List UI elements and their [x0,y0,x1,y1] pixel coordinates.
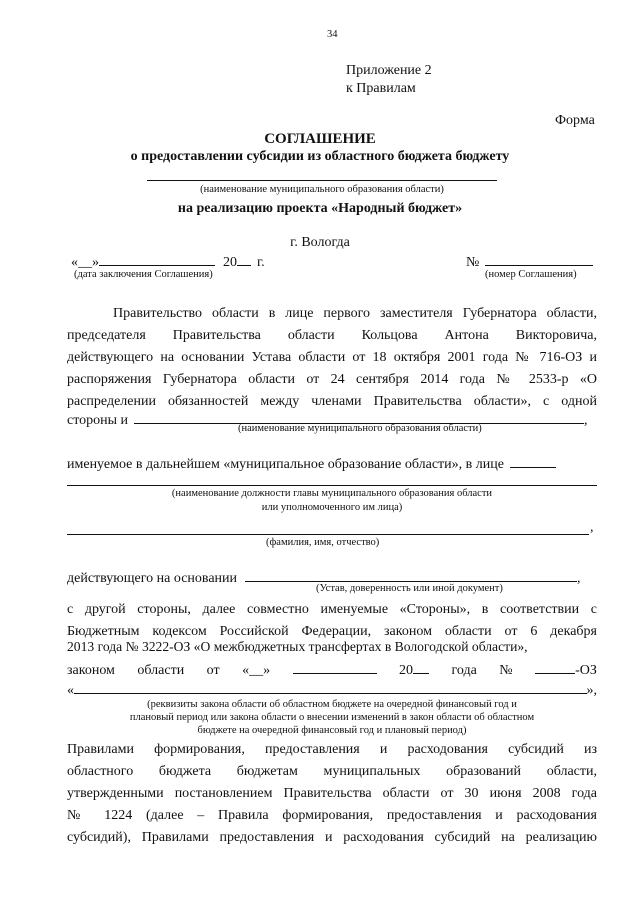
appendix-line-1: Приложение 2 [346,63,432,78]
paragraph-line-last: 2013 года № 3222-ОЗ «О межбюджетных трансфертах в Вологодской области», [67,639,528,654]
law-word-ot: от [206,663,220,678]
named-row [67,453,556,473]
municipality-name-line [147,180,497,181]
paragraph-line: Правительство области в лице первого заместителя Губернатора области, [113,306,597,321]
law-title-close-quote: », [586,683,597,698]
basis-field [245,567,577,582]
paragraph-line: действующего на основании Устава области от 18 октября 2001 года № 716-ОЗ и [67,350,597,365]
date-row [71,251,265,271]
paragraph-other-party [67,599,597,643]
law-row [67,659,597,679]
law-caption [67,698,597,737]
page-number: 34 [327,29,338,40]
agreement-number-row [466,251,593,271]
law-title-row [67,679,597,699]
place-of-signing: г. Вологда [290,235,350,250]
law-title-open-quote: « [67,683,74,698]
number-caption: (номер Соглашения) [485,269,577,280]
paragraph-government [67,303,597,413]
law-title-field [74,679,587,694]
document-title: СОГЛАШЕНИЕ [264,131,376,147]
fio-comma: , [590,520,594,535]
date-open-quote: « [71,255,78,270]
law-word-goda: года [451,663,477,678]
paragraph-line: распоряжения Губернатора области от 24 сентября 2014 года № 2533-р «О [67,372,597,387]
paragraph-line: с другой стороны, далее совместно именуемые «Стороны», в соответствии с [67,602,597,617]
law-caption-line: плановый период или закона области о внесении изменений в закон области об областном [129,712,535,723]
law-number: -ОЗ [535,659,597,679]
municipality-caption: (наименование муниципального образования области) [200,184,444,195]
paragraph-rules [67,739,597,849]
number-sign: № [466,255,480,270]
head-position-caption-1: (наименование должности главы муниципального образования области [171,488,493,499]
second-party-prefix: стороны и [67,413,129,428]
date-year-field [237,251,251,266]
paragraph-line: утвержденными постановлением Правительства области от 30 июня 2008 года [67,786,597,801]
project-title: на реализацию проекта «Народный бюджет» [177,201,463,216]
basis-text: действующего на основании [67,571,238,586]
paragraph-line: Бюджетным кодексом Российской Федерации, законом области от 6 декабря [67,624,597,639]
date-month-field [99,251,215,266]
second-party-caption: (наименование муниципального образования области) [238,423,482,434]
law-word-oblasti: области [137,663,185,678]
basis-comma: , [577,571,581,586]
date-caption: (дата заключения Соглашения) [74,269,213,280]
paragraph-line: председателя Правительства области Кольцова Антона Викторовича, [67,328,597,343]
fio-caption: (фамилия, имя, отчество) [266,537,380,548]
law-number-sign: № [499,663,513,678]
law-caption-line: (реквизиты закона области об областном бюджете на очередной финансовый год и [147,699,517,710]
paragraph-line: областного бюджета бюджетам муниципальных образований области, [67,764,597,779]
head-position-line [67,485,597,486]
head-position-caption-2: или уполномоченного им лица) [261,502,403,513]
fio-line [67,534,589,535]
paragraph-line: Правилами формирования, предоставления и расходования субсидий из [67,742,597,757]
date-year-prefix: 20 [223,255,237,270]
second-party-comma: , [584,413,588,428]
form-label: Форма [555,113,595,128]
law-caption-line: бюджете на очередной финансовый год и плановый период) [197,725,467,736]
named-head-field [510,453,556,468]
paragraph-line: субсидий), Правилами предоставления и расходования субсидий на реализацию [67,830,597,845]
named-text: именуемое в дальнейшем «муниципальное образование области», в лице [67,457,504,472]
law-word-zakonom: законом [67,663,115,678]
law-date-month-field [293,659,377,674]
basis-caption: (Устав, доверенность или иной документ) [316,583,503,594]
document-subtitle: о предоставлении субсидии из областного бюджета бюджету [130,149,510,164]
law-date-year: 20 [399,659,429,679]
appendix-line-2: к Правилам [346,81,416,96]
paragraph-line: № 1224 (далее – Правила формирования, предоставления и расходования [67,808,597,823]
date-year-suffix: г. [257,255,265,270]
second-party-field [134,409,584,424]
date-day-blank: __ [78,255,92,270]
agreement-number-field [485,251,593,266]
paragraph-line: распределении обязанностей между членами Правительства области», с одной [67,394,597,409]
date-close-quote: » [92,255,99,270]
law-date-day: «__» [242,663,271,678]
